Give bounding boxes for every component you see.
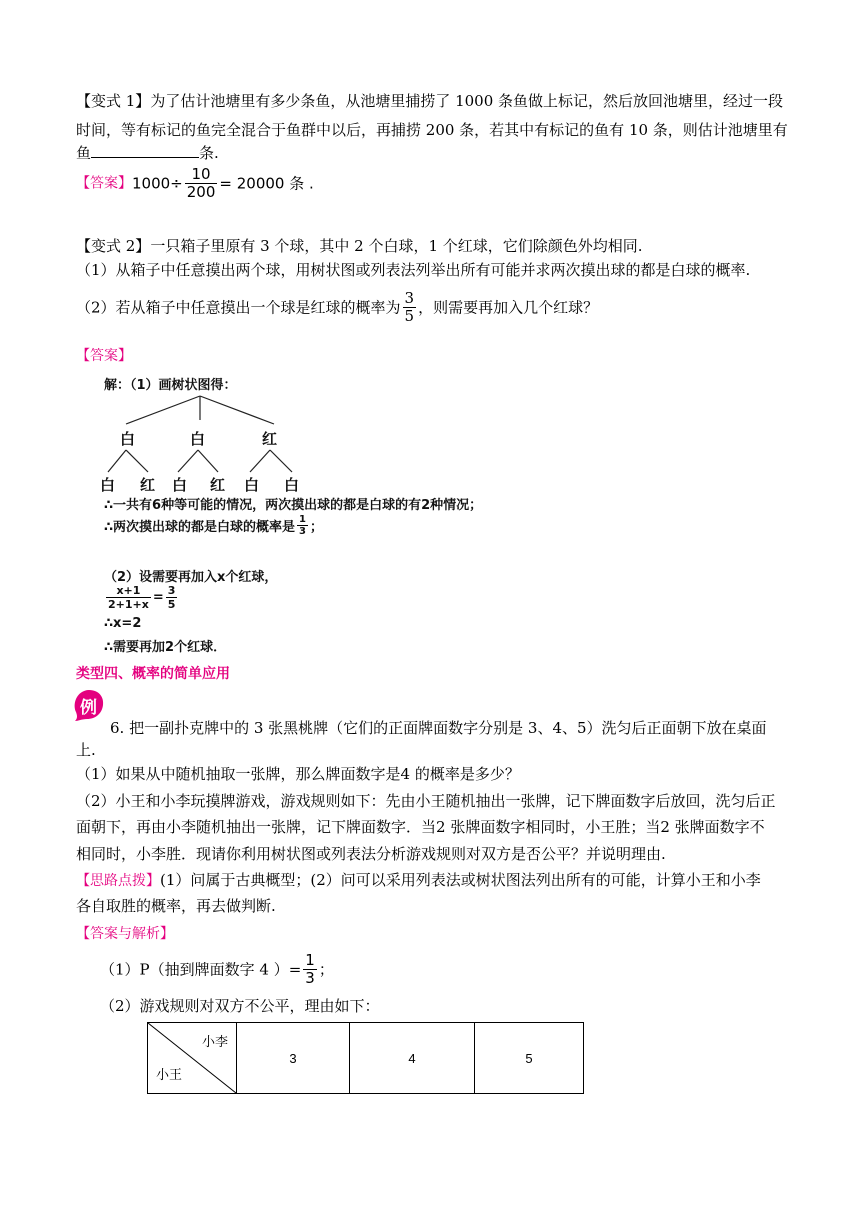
variant1-line3: 鱼 条. bbox=[76, 144, 219, 162]
hint-tag: 【思路点拨】 bbox=[76, 873, 160, 889]
tree-lines bbox=[96, 368, 516, 498]
tree-leaf: 白 bbox=[100, 476, 116, 494]
solution-image bbox=[96, 368, 516, 658]
solution-line2: ∴两次摸出球的都是白球的概率是 $\frac{1}{3}$ ； bbox=[104, 514, 324, 537]
solution-part2: （2）设需要再加入x个红球， bbox=[104, 570, 278, 585]
table-header-cell: 4 bbox=[350, 1023, 475, 1094]
fraction: $\frac{1}{3}$ bbox=[299, 514, 307, 537]
solution-final: ∴需要再加2个红球． bbox=[104, 640, 227, 655]
ex6-hint-line2: 各自取胜的概率，再去做判断. bbox=[76, 897, 276, 915]
solution-head: 解：（1）画树状图得： bbox=[104, 378, 237, 393]
outcome-table bbox=[147, 1022, 584, 1094]
fraction: $\frac{3}{5}$ bbox=[167, 584, 176, 611]
ex6-line2: 上. bbox=[76, 741, 96, 759]
answer-tag: 【答案】 bbox=[76, 175, 132, 192]
variant2-q1: （1）从箱子中任意摸出两个球，用树状图或列表法列举出所有可能并求两次摸出球的都是白球的概率. bbox=[76, 261, 751, 279]
table-header-cell: 5 bbox=[475, 1023, 584, 1094]
table-header-cell: 3 bbox=[237, 1023, 350, 1094]
example-badge-label: 例 bbox=[80, 698, 97, 718]
variant1-answer: 【答案】1000÷ $\frac{10}{200}$ = 20000 条 . bbox=[76, 165, 314, 201]
variant1-line1: 【变式 1】为了估计池塘里有多少条鱼，从池塘里捕捞了 1000 条鱼做上标记，然后放回池塘里，经过一段 bbox=[76, 92, 784, 110]
variant2-q2: （2）若从箱子中任意摸出一个球是红球的概率为 $\frac{3}{5}$ ，则需要再加入几个红球？ bbox=[76, 289, 599, 325]
fraction: $\frac{3}{5}$ bbox=[404, 289, 415, 325]
ex6-q2-line2: 面朝下，再由小李随机抽出一张牌，记下牌面数字．当2 张牌面数字相同时，小王胜；当2 张牌面数字不 bbox=[76, 818, 765, 836]
answer-analysis-tag: 【答案与解析】 bbox=[76, 926, 174, 942]
table-corner-bottom: 小王 bbox=[156, 1067, 183, 1082]
ex6-q1: （1）如果从中随机抽取一张牌，那么牌面数字是4 的概率是多少？ bbox=[76, 765, 520, 783]
tree-leaf: 红 bbox=[140, 476, 156, 494]
solution-equation: $\frac{x+1}{2+1+x}$ = $\frac{3}{5}$ bbox=[108, 584, 176, 611]
ex6-line1: 6. 把一副扑克牌中的 3 张黑桃牌（它们的正面牌面数字分别是 3、4、5）洗匀后正面朝下放在桌面 bbox=[110, 719, 767, 737]
fraction: $\frac{10}{200}$ bbox=[186, 165, 216, 201]
table-corner-cell bbox=[148, 1023, 237, 1094]
ex6-hint-line1: 【思路点拨】(1）问属于古典概型；(2）问可以采用列表法或树状图法列出所有的可能，计算小王和小李 bbox=[76, 871, 761, 889]
tree-leaf: 红 bbox=[210, 476, 226, 494]
tree-node: 白 bbox=[190, 430, 206, 448]
ex6-q2-line3: 相同时，小李胜．现请你利用树状图或列表法分析游戏规则对双方是否公平？并说明理由. bbox=[76, 845, 666, 863]
answer-blank bbox=[91, 143, 199, 158]
ex6-answer1: （1）P（抽到牌面数字 4 ）= $\frac{1}{3}$ ； bbox=[100, 951, 334, 987]
fraction: $\frac{x+1}{2+1+x}$ bbox=[108, 584, 149, 611]
variant1-line2: 时间，等有标记的鱼完全混合于鱼群中以后，再捕捞 200 条，若其中有标记的鱼有 10 条，则估计池塘里有 bbox=[76, 121, 788, 139]
variant1-tag: 【变式 1】 bbox=[76, 92, 151, 110]
solution-x: ∴x=2 bbox=[104, 616, 142, 631]
tree-node: 白 bbox=[120, 430, 136, 448]
variant2-line1: 【变式 2】一只箱子里原有 3 个球，其中 2 个白球，1 个红球，它们除颜色外均相同. bbox=[76, 237, 643, 255]
tree-leaf: 白 bbox=[244, 476, 260, 494]
section-title: 类型四、概率的简单应用 bbox=[76, 666, 230, 682]
fraction: $\frac{1}{3}$ bbox=[305, 951, 315, 987]
table-corner-top: 小李 bbox=[201, 1034, 228, 1049]
tree-node: 红 bbox=[262, 430, 278, 448]
ex6-answer2: （2）游戏规则对双方不公平，理由如下： bbox=[100, 997, 380, 1015]
example-badge bbox=[72, 688, 106, 722]
variant2-tag: 【变式 2】 bbox=[76, 237, 151, 255]
solution-line1: ∴一共有6种等可能的情况，两次摸出球的都是白球的有2种情况； bbox=[104, 498, 483, 513]
tree-leaf: 白 bbox=[284, 476, 300, 494]
answer-tag: 【答案】 bbox=[76, 348, 132, 364]
tree-leaf: 白 bbox=[172, 476, 188, 494]
ex6-q2-line1: （2）小王和小李玩摸牌游戏，游戏规则如下：先由小王随机抽出一张牌，记下牌面数字后放回，洗匀后正 bbox=[76, 792, 776, 810]
